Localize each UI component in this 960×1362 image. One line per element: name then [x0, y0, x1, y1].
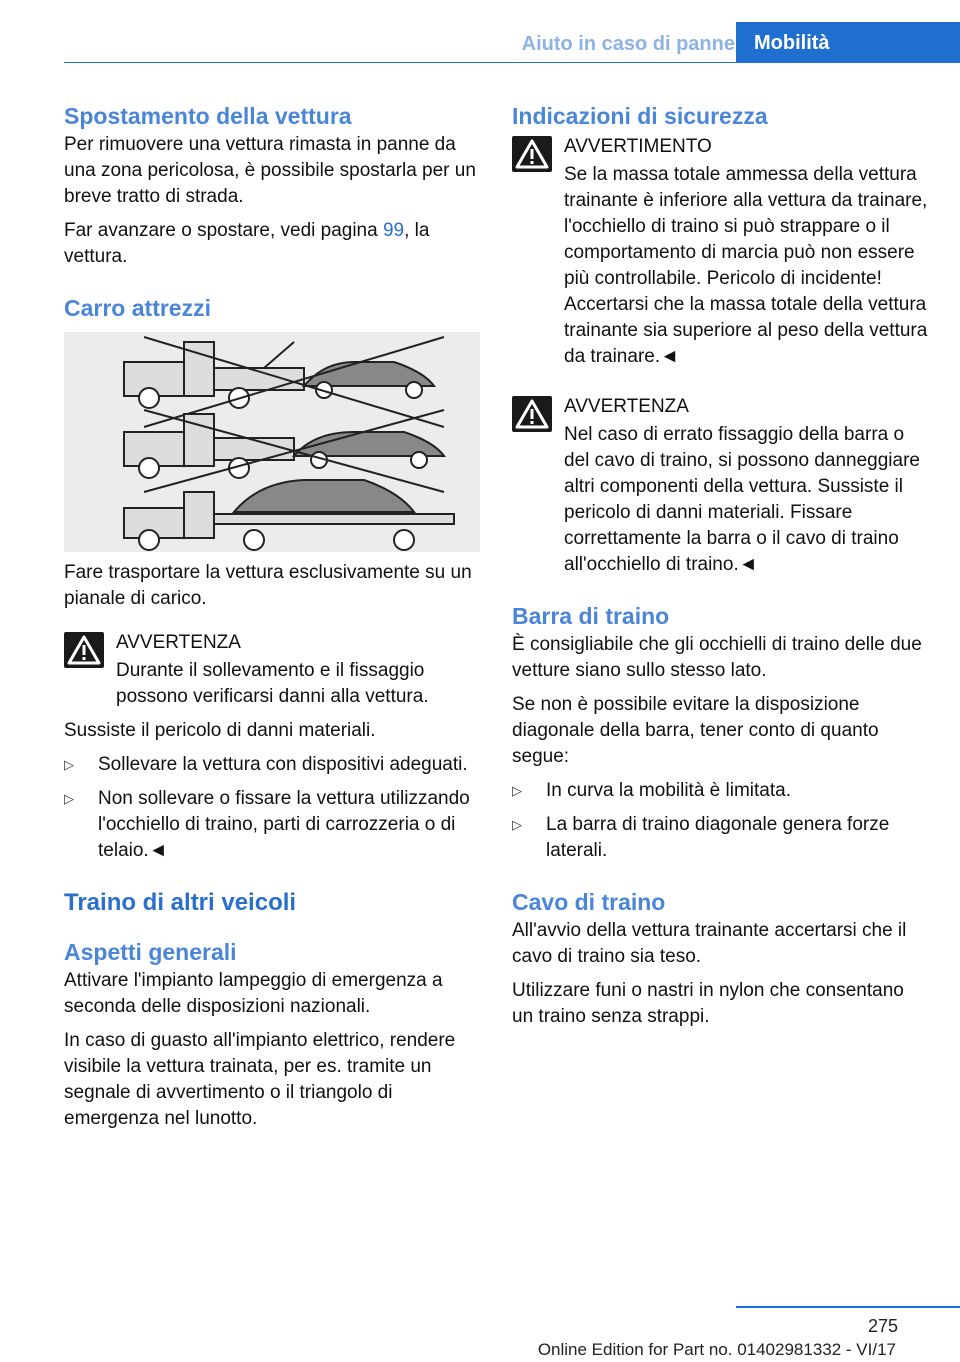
warning-text: Nel caso di errato fissaggio della barra o del cavo di traino, si possono danneggiare altri componenti della vettura. Sussiste il pericolo di danni materiali. Fissare correttamente la barra o il cavo di traino all'occhiello di traino.◄ — [564, 424, 920, 575]
bullet-list — [512, 778, 930, 864]
heading-carro: Carro attrezzi — [64, 295, 211, 321]
triangle-bullet-icon: ▷ — [512, 817, 522, 832]
list-item: ▷ In curva la mobilità è limitata. — [512, 778, 930, 804]
heading-spostamento: Spostamento della vettura — [64, 103, 352, 129]
bullet-list — [64, 752, 482, 864]
header-section-tab[interactable]: Aiuto in caso di panne — [521, 33, 735, 55]
heading-aspetti: Aspetti generali — [64, 939, 237, 965]
paragraph: Far avanzare o spostare, vedi pagina 99, la vettura. — [64, 220, 430, 267]
warning-title: AVVERTENZA — [116, 632, 241, 653]
page-number: 275 — [867, 1316, 898, 1336]
warning-title: AVVERTENZA — [564, 396, 689, 417]
tow-truck-illustration — [64, 332, 480, 552]
triangle-bullet-icon: ▷ — [64, 791, 74, 806]
list-item: ▷ La barra di traino diagonale genera forze laterali. — [512, 814, 890, 861]
warning-title: AVVERTIMENTO — [564, 136, 712, 157]
paragraph: Attivare l'impianto lampeggio di emergenza a seconda delle disposizioni nazionali. — [64, 970, 443, 1017]
paragraph: Se non è possibile evitare la disposizione diagonale della barra, tener conto di quanto segue: — [512, 694, 879, 767]
edition-note: Online Edition for Part no. 01402981332 - VI/17 — [537, 1340, 896, 1359]
paragraph: All'avvio della vettura trainante accertarsi che il cavo di traino sia teso. — [512, 920, 907, 967]
list-item: ▷ Non sollevare o fissare la vettura utilizzando l'occhiello di traino, parti di carrozzeria o di telaio.◄ — [64, 788, 470, 861]
heading-cavo: Cavo di traino — [512, 889, 666, 915]
paragraph: Per rimuovere una vettura rimasta in panne da una zona pericolosa, è possibile spostarla per un breve tratto di strada. — [64, 134, 476, 207]
paragraph: Utilizzare funi o nastri in nylon che consentano un traino senza strappi. — [512, 980, 904, 1027]
warning-triangle-icon — [512, 396, 552, 432]
heading-traino: Traino di altri veicoli — [64, 889, 297, 916]
illustration-caption: Fare trasportare la vettura esclusivamente su un pianale di carico. — [64, 562, 472, 609]
triangle-bullet-icon: ▷ — [512, 783, 522, 798]
list-item: ▷ Sollevare la vettura con dispositivi adeguati. — [64, 752, 482, 778]
paragraph: È consigliabile che gli occhielli di traino delle due vetture siano sullo stesso lato. — [512, 634, 922, 681]
header-rule — [64, 62, 960, 63]
header-chapter-tab[interactable]: Mobilità — [736, 22, 960, 62]
warning-text: Durante il sollevamento e il fissaggio possono verificarsi danni alla vettura. — [116, 660, 429, 707]
warning-block — [64, 628, 482, 710]
left-column — [64, 100, 482, 1132]
page-link[interactable]: 99 — [382, 220, 405, 241]
warning-text: Se la massa totale ammessa della vettura trainante è inferiore alla vettura da trainare, l'occhiello di traino si può strappare o il comportamento di marcia può non essere più controllabile. Pericolo di incidente! Accertarsi che la massa totale della vettura trainante sia superiore al peso della vettura da trainare.◄ — [564, 164, 928, 367]
right-column — [512, 100, 930, 1030]
warning-block — [512, 132, 930, 370]
warning-triangle-icon — [64, 632, 104, 668]
paragraph: In caso di guasto all'impianto elettrico, rendere visibile la vettura trainata, per es. tramite un segnale di avvertimento o il triangolo di emergenza nel lunotto. — [64, 1030, 456, 1129]
triangle-bullet-icon: ▷ — [64, 757, 74, 772]
warning-block — [512, 392, 930, 578]
heading-sicurezza: Indicazioni di sicurezza — [512, 103, 768, 129]
paragraph: Sussiste il pericolo di danni materiali. — [64, 720, 376, 741]
heading-barra: Barra di traino — [512, 603, 670, 629]
footer-rule — [736, 1306, 960, 1308]
warning-triangle-icon — [512, 136, 552, 172]
